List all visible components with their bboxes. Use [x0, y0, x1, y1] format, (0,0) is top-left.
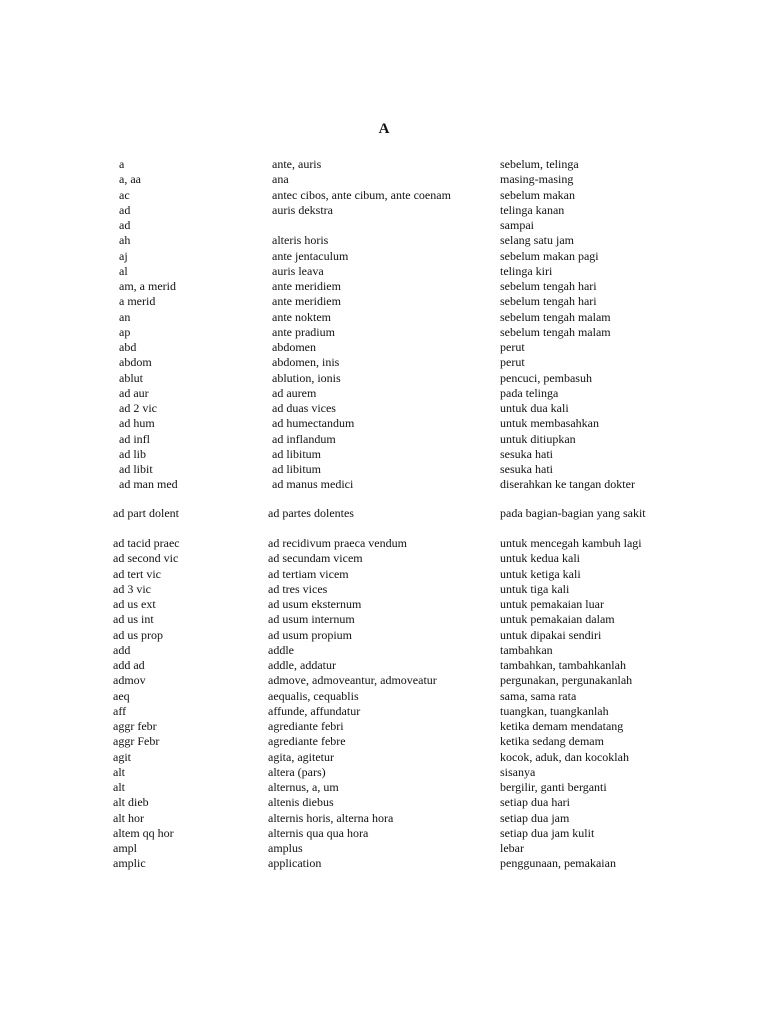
latin-term-cell: alternis qua qua hora	[268, 825, 369, 840]
meaning-cell: pencuci, pembasuh	[500, 370, 592, 385]
table-row	[0, 477, 768, 492]
meaning-cell: pada bagian-bagian yang sakit	[500, 506, 646, 520]
latin-term-cell: ana	[272, 172, 289, 187]
latin-term-cell: ad duas vices	[272, 401, 336, 415]
abbreviation-cell: altem qq hor	[113, 825, 174, 840]
abbreviation-cell: ad hum	[119, 416, 155, 431]
table-row	[0, 643, 768, 658]
table-row	[0, 841, 768, 856]
latin-term-cell: ad tres vices	[268, 581, 328, 596]
meaning-cell: ketika sedang demam	[500, 734, 604, 749]
latin-term-cell: ad aurem	[272, 385, 317, 400]
latin-term-cell: ante meridiem	[272, 279, 341, 293]
meaning-cell: ketika demam mendatang	[500, 719, 624, 733]
meaning-cell: bergilir, ganti berganti	[500, 780, 607, 794]
meaning-cell: untuk ketiga kali	[500, 566, 581, 581]
meaning-cell: sebelum, telinga	[500, 157, 579, 171]
latin-term-cell: ad tertiam vicem	[268, 566, 349, 581]
table-row	[0, 294, 768, 309]
abbreviation-cell: aggr Febr	[113, 734, 160, 749]
table-row	[0, 597, 768, 612]
meaning-cell: setiap dua jam	[500, 810, 570, 825]
abbreviation-cell: ad lib	[119, 446, 146, 461]
table-row	[0, 157, 768, 172]
latin-term-cell: ad usum eksternum	[268, 597, 362, 611]
abbreviation-cell: ad part dolent	[113, 506, 179, 520]
meaning-cell: setiap dua jam kulit	[500, 825, 595, 840]
table-row	[0, 249, 768, 264]
latin-term-cell: alternis horis, alterna hora	[268, 810, 394, 825]
table-row	[0, 628, 768, 643]
abbreviation-cell: alt dieb	[113, 795, 149, 810]
abbreviation-cell: ad tert vic	[113, 566, 161, 581]
abbreviation-cell: ad infl	[119, 431, 150, 446]
table-row	[0, 371, 768, 386]
table-row	[0, 188, 768, 203]
meaning-cell: sebelum makan pagi	[500, 248, 599, 263]
abbreviation-cell: ah	[119, 233, 131, 248]
table-row	[0, 172, 768, 187]
abbreviation-cell: a	[119, 157, 125, 171]
abbreviation-cell: alt	[113, 780, 125, 794]
table-row	[0, 432, 768, 447]
meaning-cell: untuk ditiupkan	[500, 431, 576, 446]
table-row	[0, 734, 768, 749]
abbreviation-cell: ampl	[113, 841, 137, 855]
abbreviation-cell: add	[113, 642, 131, 657]
latin-term-cell: ablution, ionis	[272, 370, 341, 385]
abbreviation-cell: ap	[119, 324, 131, 339]
latin-term-cell: ante noktem	[272, 309, 331, 324]
abbreviation-cell: aeq	[113, 688, 130, 703]
meaning-cell: untuk pemakaian luar	[500, 597, 604, 611]
abbreviation-cell: ad second vic	[113, 551, 179, 566]
meaning-cell: untuk kedua kali	[500, 551, 580, 566]
abbreviation-cell: a merid	[119, 294, 156, 309]
table-row	[0, 582, 768, 597]
meaning-cell: untuk tiga kali	[500, 581, 570, 596]
latin-term-cell: ad inflandum	[272, 431, 336, 446]
meaning-cell: kocok, aduk, dan kocoklah	[500, 749, 629, 764]
table-row	[0, 233, 768, 248]
abbreviation-cell: ad 3 vic	[113, 581, 151, 596]
table-row	[0, 264, 768, 279]
meaning-cell: untuk dipakai sendiri	[500, 627, 602, 642]
latin-term-cell: ante meridiem	[272, 294, 341, 309]
meaning-cell: sebelum tengah malam	[500, 309, 611, 324]
latin-term-cell: ad libitum	[272, 446, 321, 461]
meaning-cell: selang satu jam	[500, 233, 574, 248]
meaning-cell: tuangkan, tuangkanlah	[500, 703, 609, 718]
abbreviation-cell: ad us int	[113, 612, 154, 627]
latin-term-cell: ad usum propium	[268, 627, 352, 642]
abbreviation-cell: ablut	[119, 370, 143, 385]
meaning-cell: perut	[500, 355, 525, 370]
table-row	[0, 765, 768, 780]
table-row	[0, 355, 768, 370]
table-row	[0, 719, 768, 734]
meaning-cell: setiap dua hari	[500, 795, 570, 810]
meaning-cell: penggunaan, pemakaian	[500, 856, 616, 871]
latin-term-cell: agrediante febre	[268, 734, 346, 749]
latin-term-cell: ad secundam vicem	[268, 551, 363, 566]
abbreviation-cell: ad	[119, 202, 131, 217]
latin-term-cell: altera (pars)	[268, 764, 326, 779]
meaning-cell: sebelum tengah hari	[500, 279, 597, 293]
abbreviation-cell: agit	[113, 749, 131, 764]
meaning-cell: tambahkan	[500, 642, 553, 657]
latin-term-cell: ante jentaculum	[272, 248, 349, 263]
meaning-cell: tambahkan, tambahkanlah	[500, 658, 626, 672]
latin-term-cell: ante pradium	[272, 324, 335, 339]
table-row	[0, 279, 768, 294]
meaning-cell: sesuka hati	[500, 446, 553, 461]
latin-term-cell: antec cibos, ante cibum, ante coenam	[272, 187, 451, 202]
abbreviation-cell: ad aur	[119, 385, 149, 400]
latin-term-cell: addle, addatur	[268, 658, 336, 672]
table-row	[0, 750, 768, 765]
abbreviation-cell: ad us prop	[113, 627, 163, 642]
page-heading: A	[378, 121, 390, 137]
table-row	[0, 536, 768, 551]
latin-term-cell: amplus	[268, 841, 303, 855]
latin-term-cell: application	[268, 856, 322, 871]
latin-term-cell: ad humectandum	[272, 416, 355, 431]
meaning-cell: untuk membasahkan	[500, 416, 599, 431]
table-row	[0, 551, 768, 566]
table-row	[0, 658, 768, 673]
meaning-cell: sebelum tengah hari	[500, 294, 597, 309]
latin-term-cell: ad libitum	[272, 462, 321, 476]
table-row	[0, 462, 768, 477]
latin-term-cell: altenis diebus	[268, 795, 334, 810]
table-row	[0, 416, 768, 431]
abbreviation-cell: alt	[113, 764, 125, 779]
table-row	[0, 203, 768, 218]
meaning-cell: sebelum tengah malam	[500, 324, 611, 339]
abbreviation-cell: ad us ext	[113, 597, 156, 611]
abbreviation-cell: al	[119, 263, 128, 278]
table-row	[0, 567, 768, 582]
abbreviation-cell: ad 2 vic	[119, 401, 157, 415]
abbreviation-cell: am, a merid	[119, 279, 176, 293]
meaning-cell: sama, sama rata	[500, 688, 577, 703]
table-row	[0, 612, 768, 627]
meaning-cell: untuk pemakaian dalam	[500, 612, 615, 627]
meaning-cell: telinga kiri	[500, 263, 553, 278]
abbreviation-cell: ad	[119, 218, 131, 232]
latin-term-cell: abdomen	[272, 340, 316, 354]
abbreviation-cell: ad man med	[119, 477, 178, 492]
table-row	[0, 218, 768, 233]
latin-term-cell: admove, admoveantur, admoveatur	[268, 673, 437, 688]
meaning-cell: telinga kanan	[500, 202, 565, 217]
table-row	[0, 811, 768, 826]
table-row	[0, 447, 768, 462]
meaning-cell: sesuka hati	[500, 462, 553, 476]
latin-term-cell: ad manus medici	[272, 477, 354, 492]
table-row	[0, 506, 768, 536]
latin-term-cell: ad partes dolentes	[268, 506, 354, 520]
latin-term-cell: agita, agitetur	[268, 749, 334, 764]
latin-term-cell: auris dekstra	[272, 202, 333, 217]
latin-term-cell: aequalis, cequablis	[268, 688, 359, 703]
meaning-cell: sampai	[500, 218, 534, 232]
abbreviation-cell: ad libit	[119, 462, 153, 476]
abbreviation-cell: aj	[119, 248, 128, 263]
abbreviation-cell: admov	[113, 673, 146, 688]
latin-term-cell: abdomen, inis	[272, 355, 340, 370]
latin-term-cell: affunde, affundatur	[268, 703, 361, 718]
abbreviation-cell: alt hor	[113, 810, 144, 825]
meaning-cell: pergunakan, pergunakanlah	[500, 673, 633, 688]
latin-term-cell: ad recidivum praeca vendum	[268, 536, 407, 550]
table-row	[0, 310, 768, 325]
meaning-cell: sebelum makan	[500, 187, 575, 202]
meaning-cell: untuk mencegah kambuh lagi	[500, 536, 642, 550]
table-row	[0, 386, 768, 401]
meaning-cell: pada telinga	[500, 385, 559, 400]
table-row	[0, 401, 768, 416]
latin-term-cell: addle	[268, 642, 294, 657]
meaning-cell: masing-masing	[500, 172, 574, 187]
abbreviation-cell: add ad	[113, 658, 145, 672]
abbreviation-cell: an	[119, 309, 131, 324]
meaning-cell: diserahkan ke tangan dokter	[500, 477, 635, 492]
meaning-cell: sisanya	[500, 764, 536, 779]
latin-term-cell: alternus, a, um	[268, 780, 339, 794]
table-row	[0, 340, 768, 355]
latin-term-cell: agrediante febri	[268, 719, 344, 733]
table-row	[0, 856, 768, 871]
abbreviation-cell: abdom	[119, 355, 152, 370]
table-row	[0, 325, 768, 340]
meaning-cell: untuk dua kali	[500, 401, 569, 415]
latin-term-cell: auris leava	[272, 263, 324, 278]
abbreviation-cell: aff	[113, 703, 127, 718]
table-row	[0, 780, 768, 795]
abbreviation-cell: a, aa	[119, 172, 141, 187]
abbreviation-cell: ac	[119, 187, 130, 202]
table-row	[0, 673, 768, 688]
table-row	[0, 795, 768, 810]
table-row	[0, 826, 768, 841]
meaning-cell: perut	[500, 340, 525, 354]
table-row	[0, 689, 768, 704]
latin-term-cell: ante, auris	[272, 157, 322, 171]
latin-term-cell: ad usum internum	[268, 612, 355, 627]
abbreviation-cell: abd	[119, 340, 137, 354]
table-row	[0, 704, 768, 719]
abbreviation-cell: ad tacid praec	[113, 536, 180, 550]
meaning-cell: lebar	[500, 841, 524, 855]
abbreviation-cell: amplic	[113, 856, 146, 871]
latin-term-cell: alteris horis	[272, 233, 329, 248]
abbreviation-cell: aggr febr	[113, 719, 157, 733]
